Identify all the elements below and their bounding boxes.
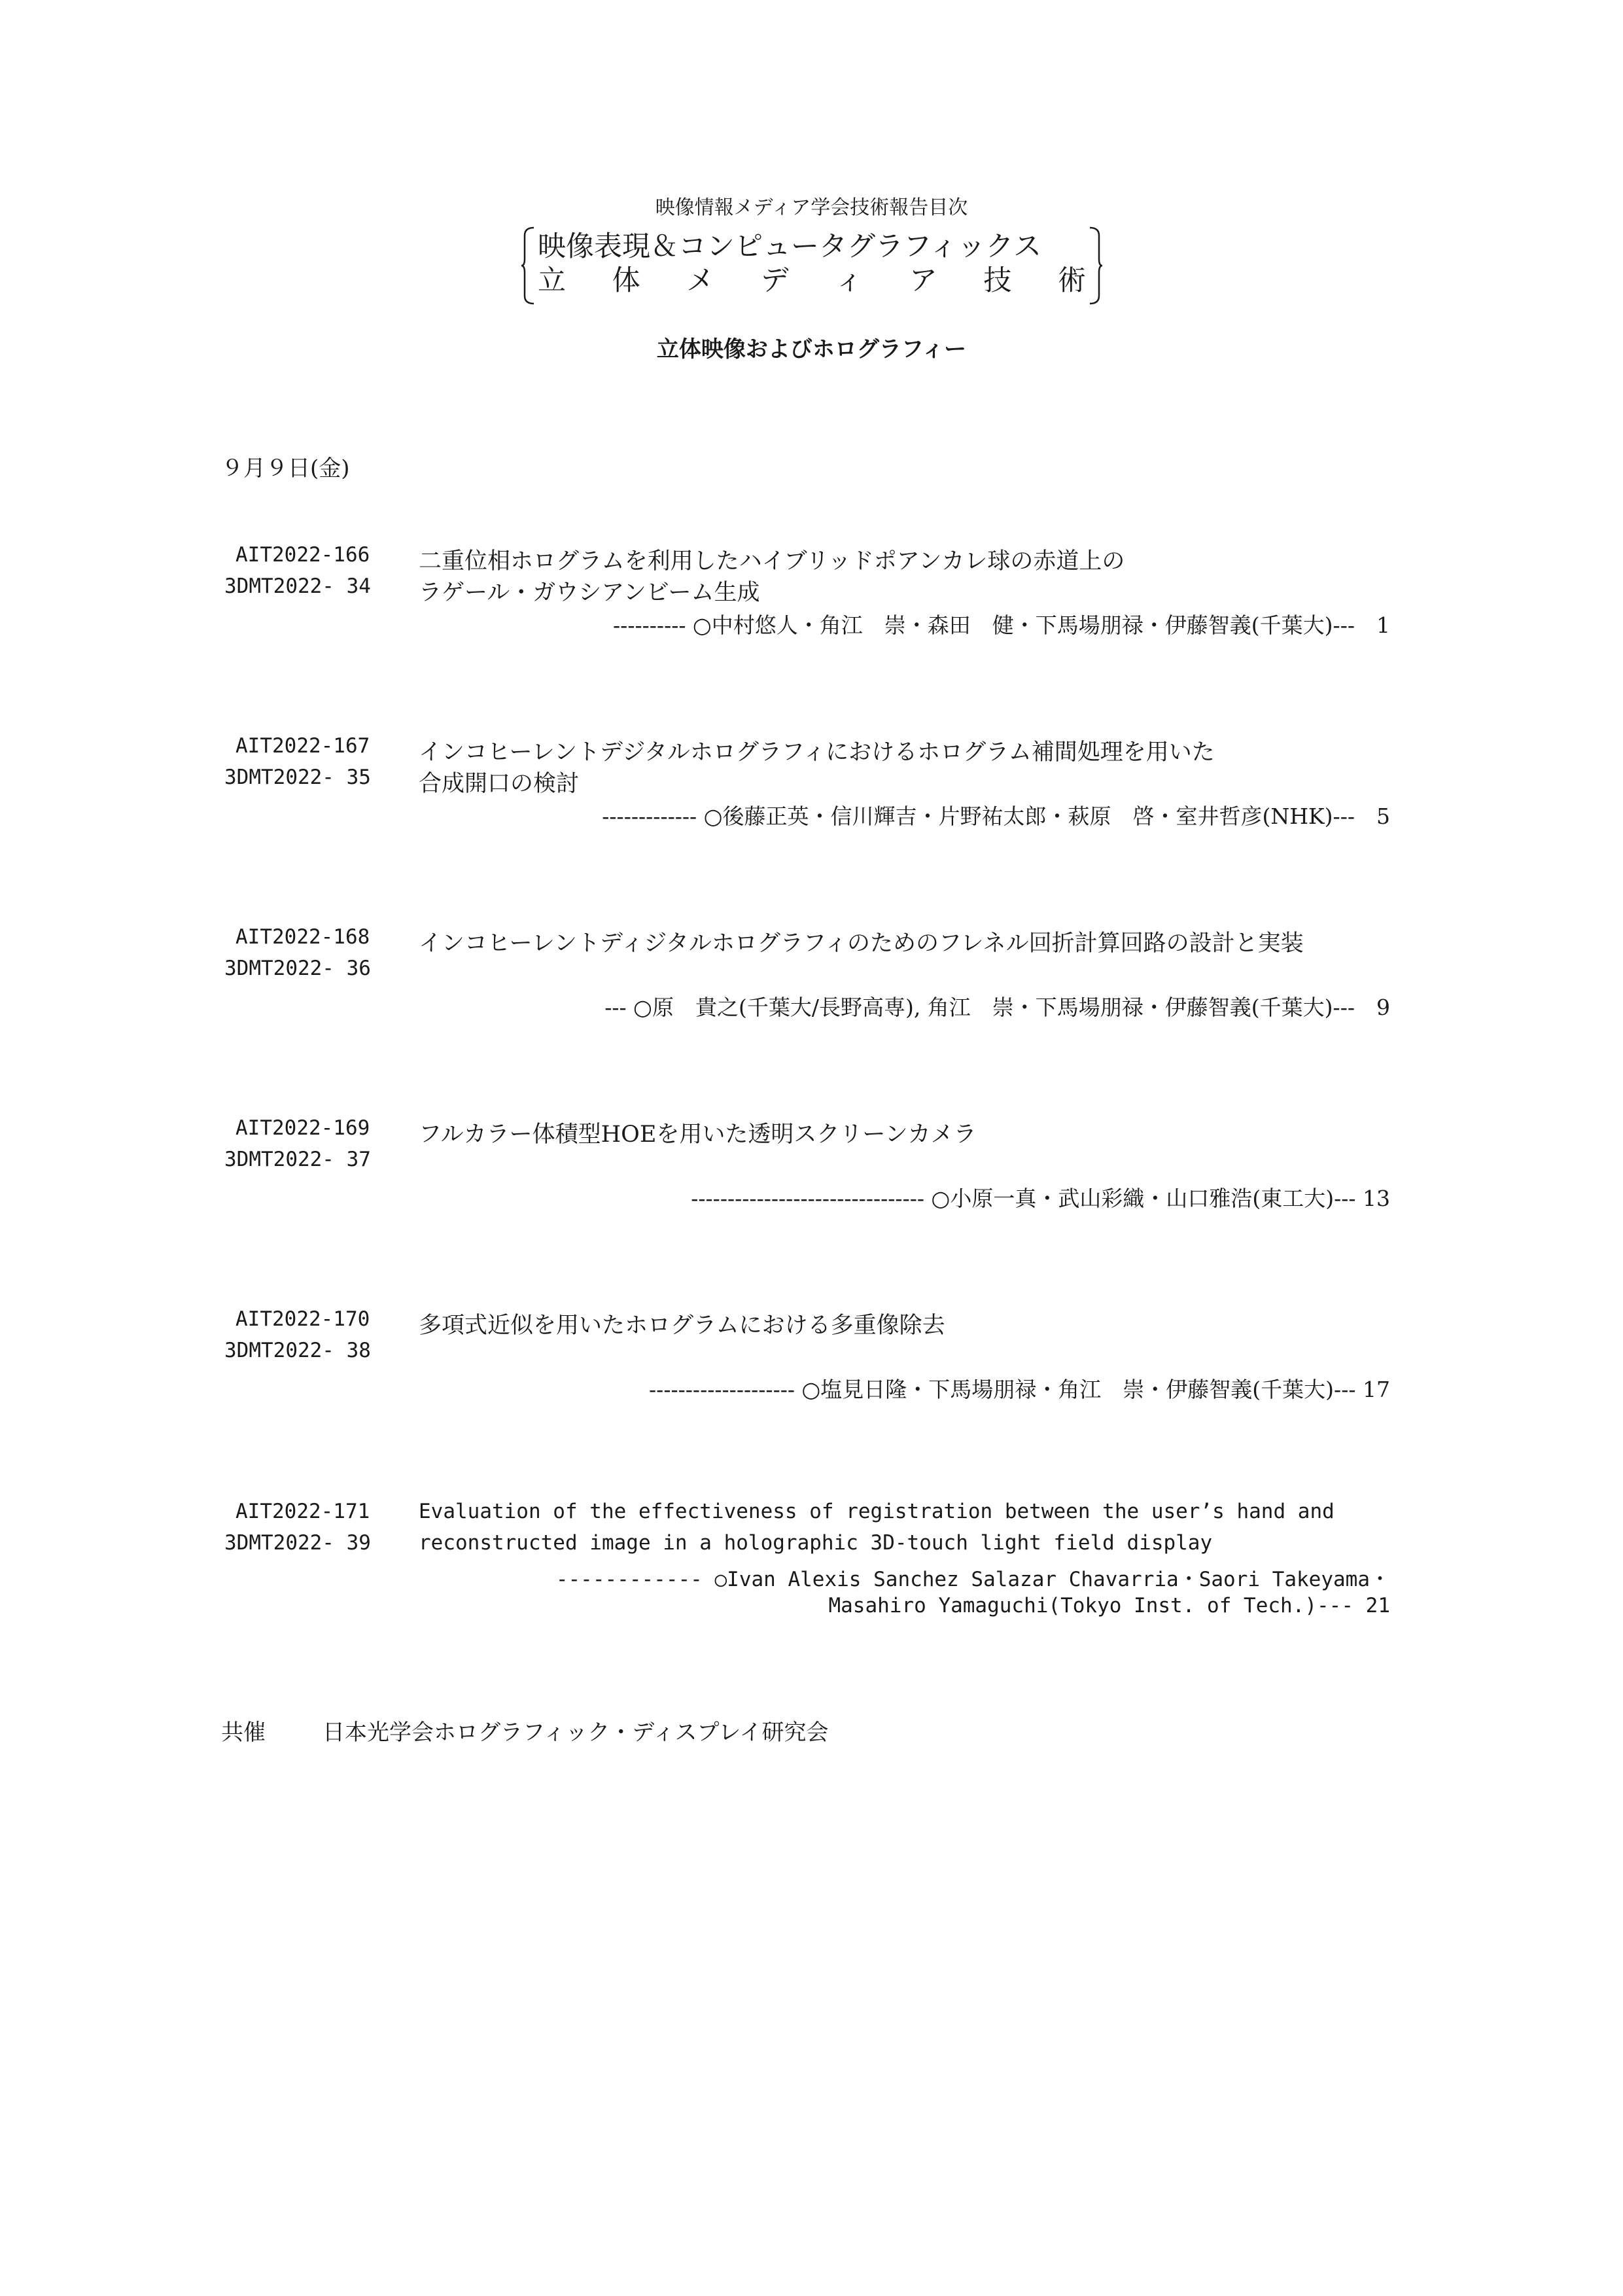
series-name-cg: 映像表現＆コンピュータグラフィックス (538, 230, 1042, 263)
toc-entry (0, 1307, 1623, 1438)
3dmt-id: 3DMT2022- 36 (224, 957, 371, 980)
3dmt-id: 3DMT2022- 35 (224, 766, 371, 789)
right-brace (1089, 226, 1103, 305)
series-char: デ (760, 264, 789, 297)
authors-line: ------------ ○Ivan Alexis Sanchez Salazar Chavarria・Saori Takeyama・ (555, 1568, 1390, 1591)
ait-id: AIT2022-169 (236, 1116, 370, 1140)
ait-id: AIT2022-166 (236, 543, 370, 567)
toc-entry (0, 1116, 1623, 1247)
series-char: ア (909, 264, 937, 297)
paper-title: reconstructed image in a holographic 3D-touch light field display (419, 1531, 1213, 1555)
paper-title: インコヒーレントデジタルホログラフィにおけるホログラム補間処理を用いた (419, 739, 1215, 766)
toc-entry (0, 543, 1623, 674)
series-char: ィ (835, 264, 864, 297)
3dmt-id: 3DMT2022- 38 (224, 1339, 371, 1362)
paper-title: 多項式近似を用いたホログラムにおける多重像除去 (419, 1313, 945, 1339)
paper-title: ラゲール・ガウシアンビーム生成 (419, 580, 760, 606)
session-title: 立体映像およびホログラフィー (656, 336, 967, 362)
authors-line: --- ○原 貴之(千葉大/長野高専), 角江 崇・下馬場朋禄・伊藤智義(千葉大)--- 9 (604, 995, 1390, 1020)
series-title-block (521, 226, 1103, 305)
3dmt-id: 3DMT2022- 39 (224, 1531, 371, 1555)
paper-title: インコヒーレントディジタルホログラフィのためのフレネル回折計算回路の設計と実装 (419, 930, 1304, 957)
authors-line: ---------- ○中村悠人・角江 崇・森田 健・下馬場朋禄・伊藤智義(千葉大)--- 1 (613, 612, 1390, 638)
toc-entry (0, 734, 1623, 865)
series-char: 技 (983, 264, 1012, 297)
cosponsor-organization: 日本光学会ホログラフィック・ディスプレイ研究会 (323, 1720, 829, 1746)
series-char: 立 (538, 264, 566, 297)
toc-entry (0, 925, 1623, 1056)
ait-id: AIT2022-170 (236, 1307, 370, 1331)
series-char: メ (686, 264, 715, 297)
3dmt-id: 3DMT2022- 37 (224, 1148, 371, 1171)
series-name-3dmt (538, 263, 1086, 298)
authors-line: -------------------- ○塩見日隆・下馬場朋禄・角江 崇・伊藤智義(千葉大)--- 17 (649, 1377, 1390, 1402)
ait-id: AIT2022-168 (236, 925, 370, 949)
paper-title: フルカラー体積型HOEを用いた透明スクリーンカメラ (419, 1122, 977, 1148)
cosponsor-label: 共催 (221, 1720, 266, 1746)
paper-title: Evaluation of the effectiveness of registration between the user’s hand and (419, 1500, 1335, 1523)
toc-entry (0, 1500, 1623, 1631)
authors-line: ------------- ○後藤正英・信川輝吉・片野祐太郎・萩原 啓・室井哲彦(NHK)--- 5 (602, 804, 1390, 829)
authors-line: Masahiro Yamaguchi(Tokyo Inst. of Tech.)--- 21 (828, 1594, 1390, 1617)
paper-title: 合成開口の検討 (419, 771, 580, 797)
series-char: 体 (612, 264, 640, 297)
3dmt-id: 3DMT2022- 34 (224, 574, 371, 598)
left-brace (521, 226, 535, 305)
ait-id: AIT2022-171 (236, 1500, 370, 1523)
session-date: ９月９日(金) (221, 455, 350, 482)
report-header: 映像情報メディア学会技術報告目次 (655, 196, 968, 219)
series-char: 術 (1057, 264, 1086, 297)
authors-line: -------------------------------- ○小原一真・武山彩織・山口雅浩(東工大)--- 13 (691, 1186, 1390, 1211)
paper-title: 二重位相ホログラムを利用したハイブリッドポアンカレ球の赤道上の (419, 548, 1125, 574)
ait-id: AIT2022-167 (236, 734, 370, 758)
